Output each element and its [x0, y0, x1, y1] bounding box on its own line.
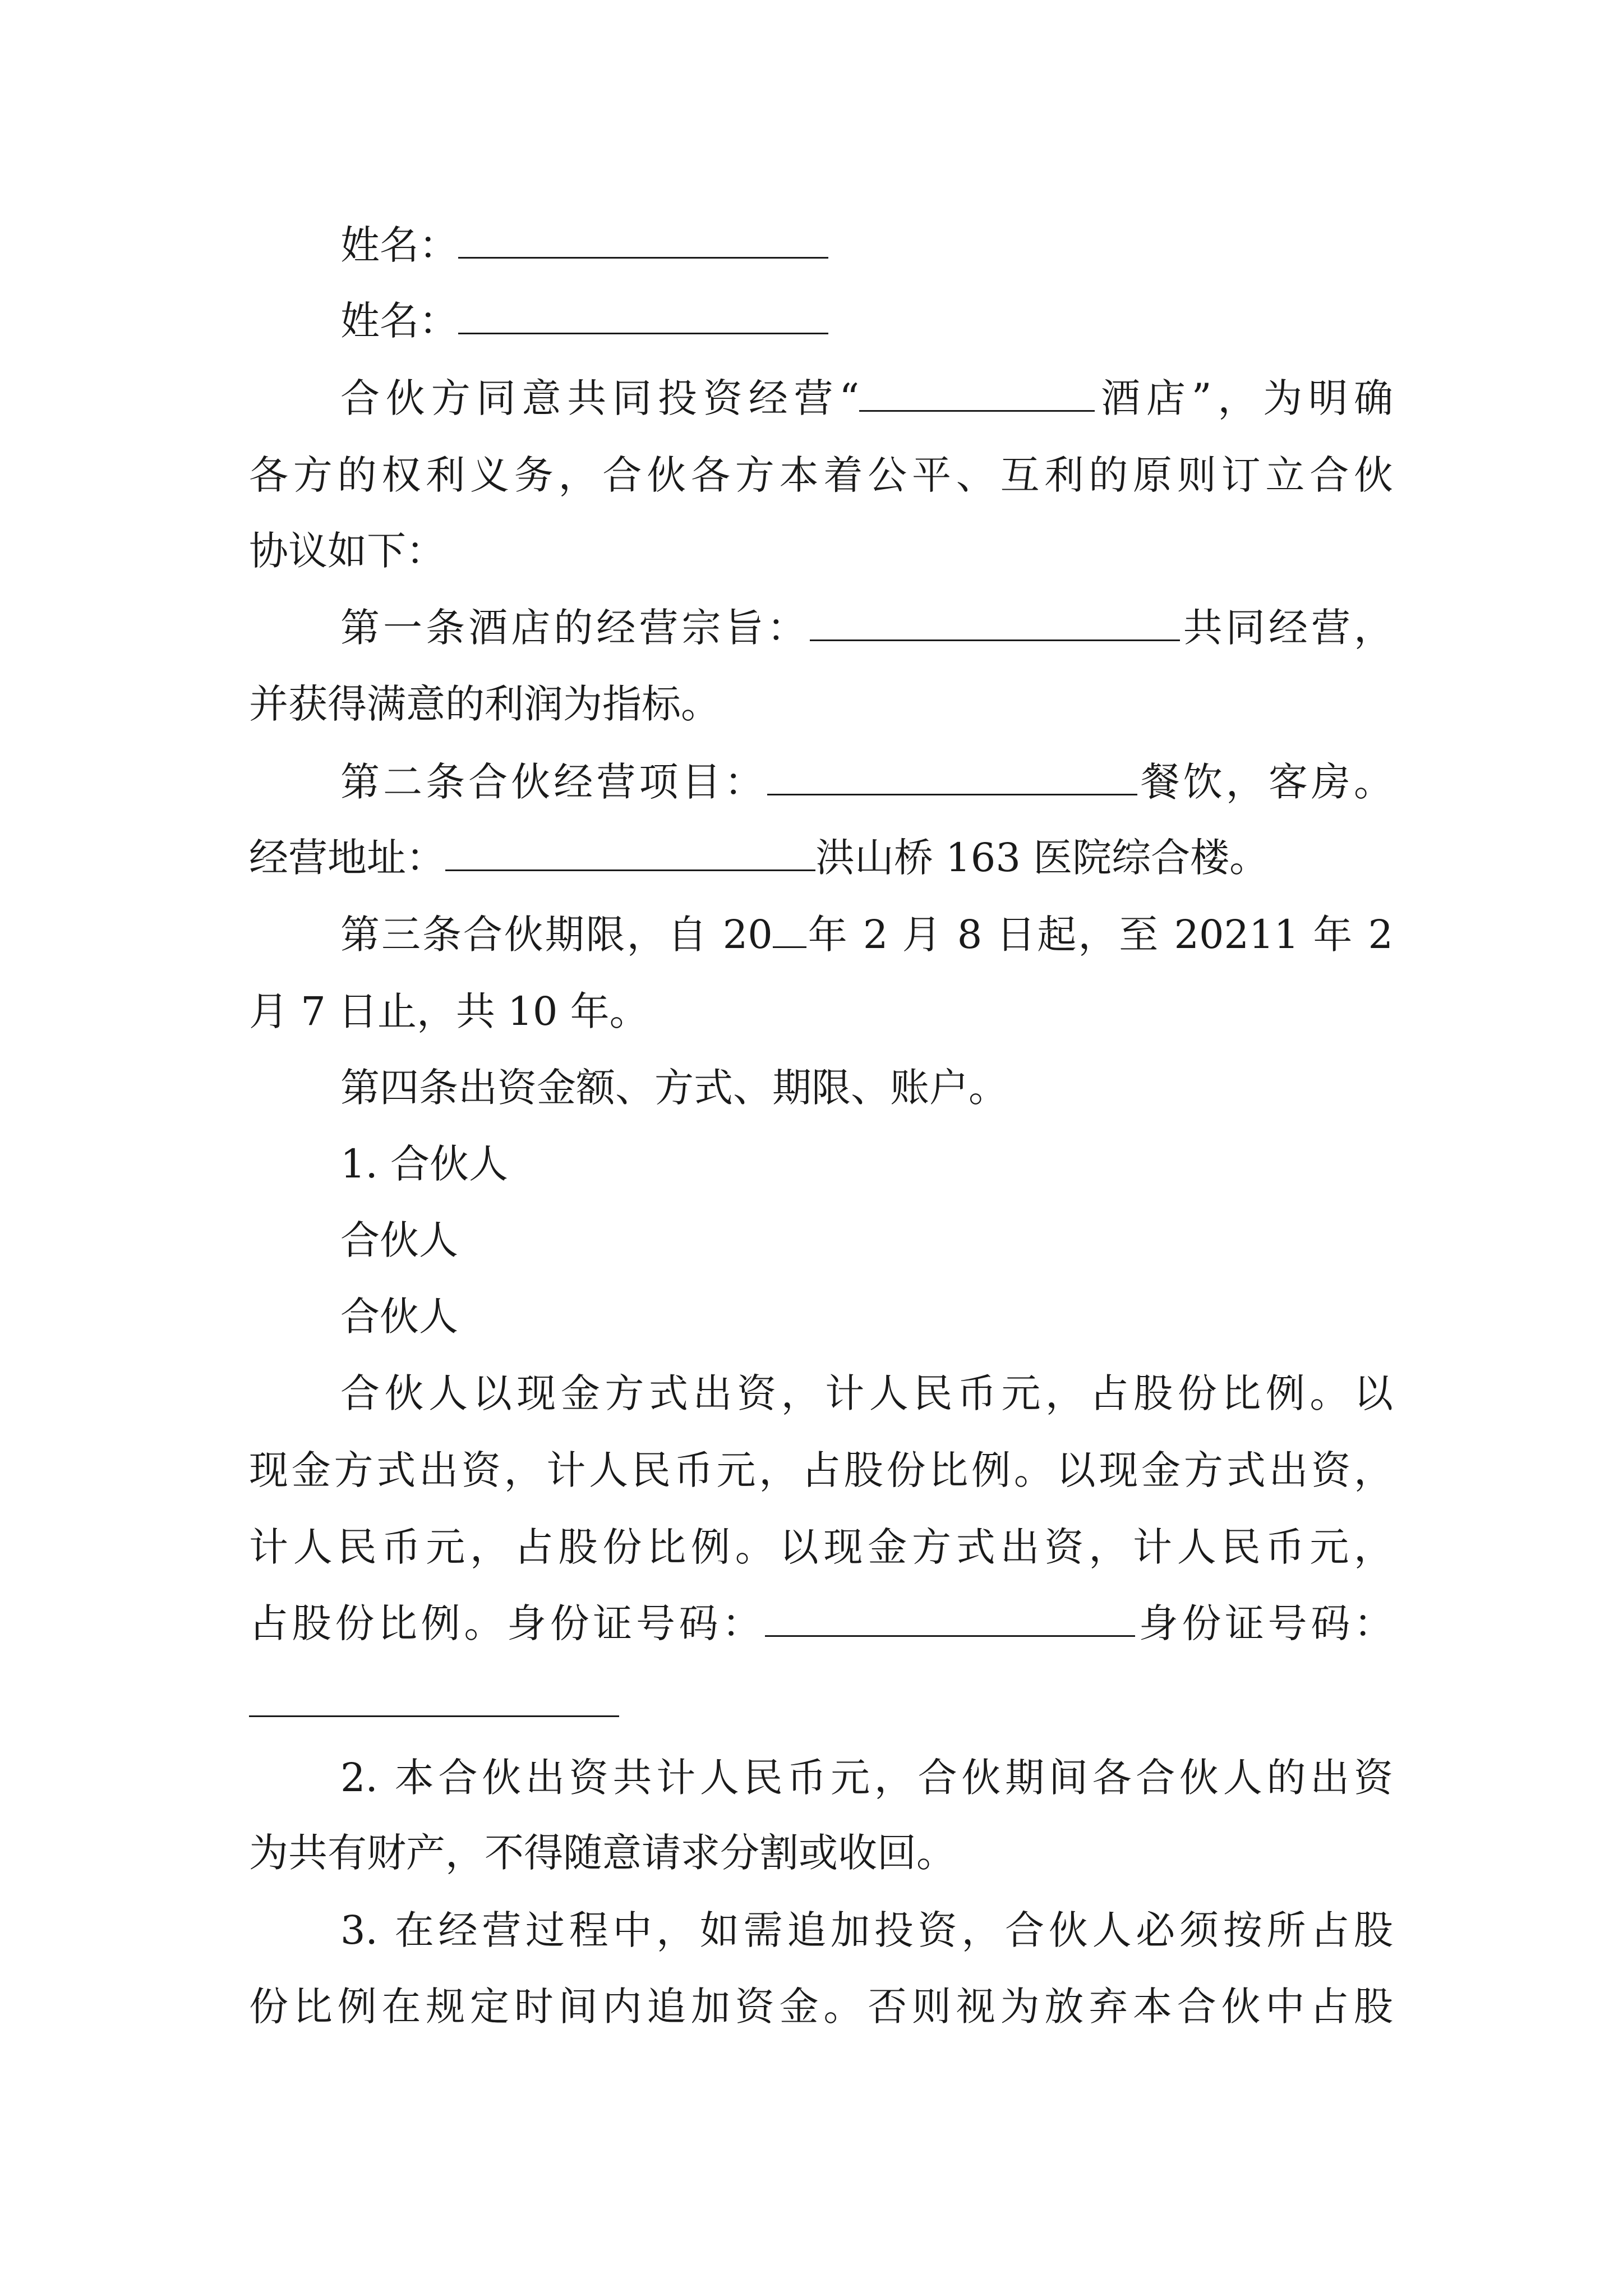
purpose-blank — [810, 608, 1180, 641]
clause-3-line-1: 3. 在经营过程中，如需追加投资，合伙人必须按所占股 — [340, 1907, 1393, 1953]
id-number-blank — [765, 1604, 1135, 1637]
name-blank — [458, 226, 828, 259]
project-blank — [767, 762, 1137, 795]
name-label: 姓名： — [340, 222, 458, 268]
article-1-line-1: 第一条酒店的经营宗旨： 共同经营， — [340, 605, 1393, 651]
article-2-line-2: 经营地址： 洪山桥 163 医院综合楼。 — [249, 835, 1269, 881]
address-blank — [445, 838, 815, 871]
name-label: 姓名： — [340, 298, 458, 344]
intro-line-3: 协议如下： — [249, 528, 445, 574]
contribution-line-1: 合伙人以现金方式出资，计人民币元，占股份比例。以 — [340, 1370, 1393, 1416]
article-3-line-2: 月 7 日止，共 10 年。 — [249, 988, 649, 1034]
partner-item-1: 1. 合伙人 — [340, 1141, 509, 1187]
partner-item-2: 合伙人 — [340, 1217, 458, 1263]
hotel-name-blank — [859, 379, 1095, 412]
signature-line-1 — [340, 220, 1393, 270]
clause-3-line-2: 份比例在规定时间内追加资金。否则视为放弃本合伙中占股 — [249, 1984, 1393, 2030]
article-4-title: 第四条出资金额、方式、期限、账户。 — [340, 1065, 1008, 1111]
name-blank — [458, 301, 828, 334]
article-3-line-1: 第三条合伙期限，自 20 年 2 月 8 日起，至 20211 年 2 — [340, 912, 1394, 958]
partner-item-3: 合伙人 — [340, 1294, 458, 1340]
intro-line-2: 各方的权利义务，合伙各方本着公平、互利的原则订立合伙 — [249, 452, 1393, 498]
contribution-line-4: 占股份比例。身份证号码： 身份证号码： — [249, 1600, 1393, 1646]
contribution-line-3: 计人民币元，占股份比例。以现金方式出资，计人民币元， — [249, 1524, 1393, 1570]
divider-line — [249, 1715, 619, 1717]
article-2-line-1: 第二条合伙经营项目： 餐饮，客房。 — [340, 759, 1393, 805]
year-blank — [773, 915, 806, 948]
article-1-line-2: 并获得满意的利润为指标。 — [249, 681, 720, 727]
signature-line-2 — [340, 296, 1393, 346]
intro-line-1: 合伙方同意共同投资经营“ 酒店”，为明确 — [340, 375, 1393, 421]
clause-2-line-2: 为共有财产，不得随意请求分割或收回。 — [249, 1830, 956, 1876]
contribution-line-2: 现金方式出资，计人民币元，占股份比例。以现金方式出资， — [249, 1447, 1393, 1493]
clause-2-line-1: 2. 本合伙出资共计人民币元，合伙期间各合伙人的出资 — [340, 1755, 1393, 1801]
